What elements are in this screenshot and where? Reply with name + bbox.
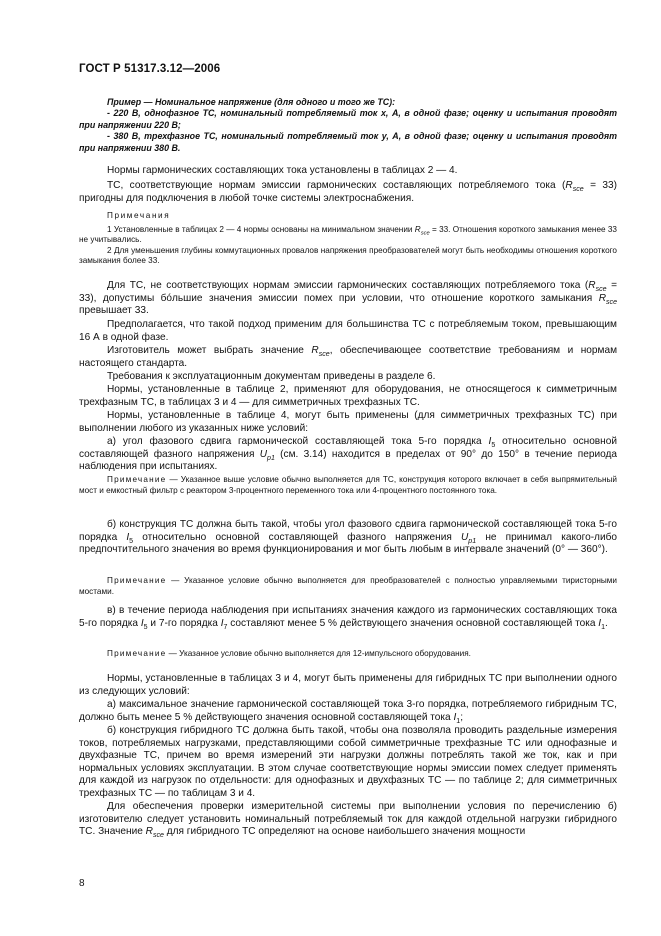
hybrid-condition-b: б) конструкция гибридного ТС должна быть такой, чтобы она позволяла проводить раздельные измерения токов, потребляемых нагрузками, представляющими собой симметричные трехфазные ТС или однофазные и двухфазные ТС, причем во время измерений эти нагрузки должны потреблять такой же ток, как и при нормальных условиях эксплуатации. В этом случае соответствующие нормы эмиссии помех следует применять для каждой из нагрузок по отдельности: для однофазных и двухфазных ТС — по таблице 2; для симметричных трехфазных ТС — по таблицам 3 и 4. [79, 725, 617, 799]
notes-heading: Примечания [107, 211, 171, 220]
note-condition-v: Примечание — Указанное условие обычно выполняется для 12-импульсного оборудования. [107, 649, 471, 658]
paragraph-9: Нормы, установленные в таблицах 3 и 4, могут быть применены для гибридных ТС при выполнении одного из следующих условий: [79, 673, 617, 697]
condition-a: а) угол фазового сдвига гармонической составляющей тока 5-го порядка $I_5$ относительно основной составляющей фазного напряжения $U_{p1}$ (см. 3.14) находится в пределах от 90° до 150° в течение периода наблюдения при испытаниях. [79, 436, 617, 473]
paragraph-1: Нормы гармонических составляющих тока установлены в таблицах 2 — 4. [107, 165, 458, 176]
example-line-1: - 220 В, однофазное ТС, номинальный потребляемый ток х, А, в одной фазе; оценку и испытания проводят при напряжении 220 В; [79, 108, 617, 130]
paragraph-6: Требования к эксплуатационным документам приведены в разделе 6. [107, 371, 436, 382]
condition-v: в) в течение периода наблюдения при испытаниях значения каждого из гармонических составляющих тока 5-го порядка $I_5$ и 7-го порядка $I_7$ составляют менее 5 % действующего значения основной составляющей тока $I_1$. [79, 605, 617, 631]
paragraph-2: ТС, соответствующие нормам эмиссии гармонических составляющих потребляемого тока $(R_{sce} = 33)$ пригодны для подключения в любой точке системы электроснабжения. [79, 180, 617, 204]
example-block [79, 97, 617, 154]
paragraph-7: Нормы, установленные в таблице 2, применяют для оборудования, не относящегося к симметричным трехфазным ТС, в таблицах 3 и 4 — для симметричных трехфазных ТС. [79, 384, 617, 408]
page-header: ГОСТ Р 51317.3.12—2006 [79, 63, 221, 75]
note-condition-b: Примечание — Указанное условие обычно выполняется для преобразователей с полностью управляемыми тиристорными мостами. [79, 576, 617, 596]
note-1: 1 Установленные в таблицах 2 — 4 нормы основаны на минимальном значении $R_{sce} = 33$. Отношения короткого замыкания менее 33 не учитывались. [79, 224, 617, 245]
example-line-2: - 380 В, трехфазное ТС, номинальный потребляемый ток у, А, в одной фазе; оценку и испытания проводят при напряжении 380 В. [79, 131, 617, 153]
example-lead: Пример — Номинальное напряжение (для одного и того же ТС): [107, 97, 396, 107]
condition-b: б) конструкция ТС должна быть такой, чтобы угол фазового сдвига гармонической составляющей тока 5-го порядка $I_5$ относительно основной составляющей фазного напряжения $U_{p1}$ не принимал какого-либо предпочтительного значения во время функционирования и мог быть любым в интервале значений (0° — 360°). [79, 519, 617, 556]
page-number: 8 [79, 878, 85, 889]
note-2: 2 Для уменьшения глубины коммутационных провалов напряжения преобразователей могут быть необходимы отношения короткого замыкания более 33. [79, 245, 617, 266]
paragraph-5: Изготовитель может выбрать значение $R_{sce}$, обеспечивающее соответствие требованиям и нормам настоящего стандарта. [79, 345, 618, 369]
hybrid-condition-a: а) максимальное значение гармонической составляющей тока 3-го порядка, потребляемого гибридным ТС, должно быть менее 5 % действующего значения основной составляющей тока $I_1$; [79, 699, 617, 725]
paragraph-3: Для ТС, не соответствующих нормам эмиссии гармонических составляющих потребляемого тока $(R_{sce} = 33)$, допустимы бóльшие значения эмиссии помех при условии, что отношение короткого замыкания $R_{sce}$ превышает 33. [79, 280, 617, 317]
paragraph-8: Нормы, установленные в таблице 4, могут быть применены (для симметричных трехфазных ТС) при выполнении любого из указанных ниже условий: [79, 410, 617, 434]
paragraph-4: Предполагается, что такой подход применим для большинства ТС с потребляемым током, превышающим 16 А в одной фазе. [79, 319, 617, 343]
note-condition-a: Примечание — Указанное выше условие обычно выполняется для ТС, конструкция которого включает в себя выпрямительный мост и емкостный фильтр с реактором 3-процентного переменного тока или 4-процентного постоянного тока. [79, 475, 617, 495]
paragraph-10: Для обеспечения проверки измерительной системы при выполнении условия по перечислению б) изготовителю следует установить номинальный потребляемый ток для каждой отдельной нагрузки гибридного ТС. Значение $R_{sce}$ для гибридного ТС определяют на основе наибольшего значения мощности [79, 801, 617, 840]
notes-block-1 [79, 211, 617, 267]
